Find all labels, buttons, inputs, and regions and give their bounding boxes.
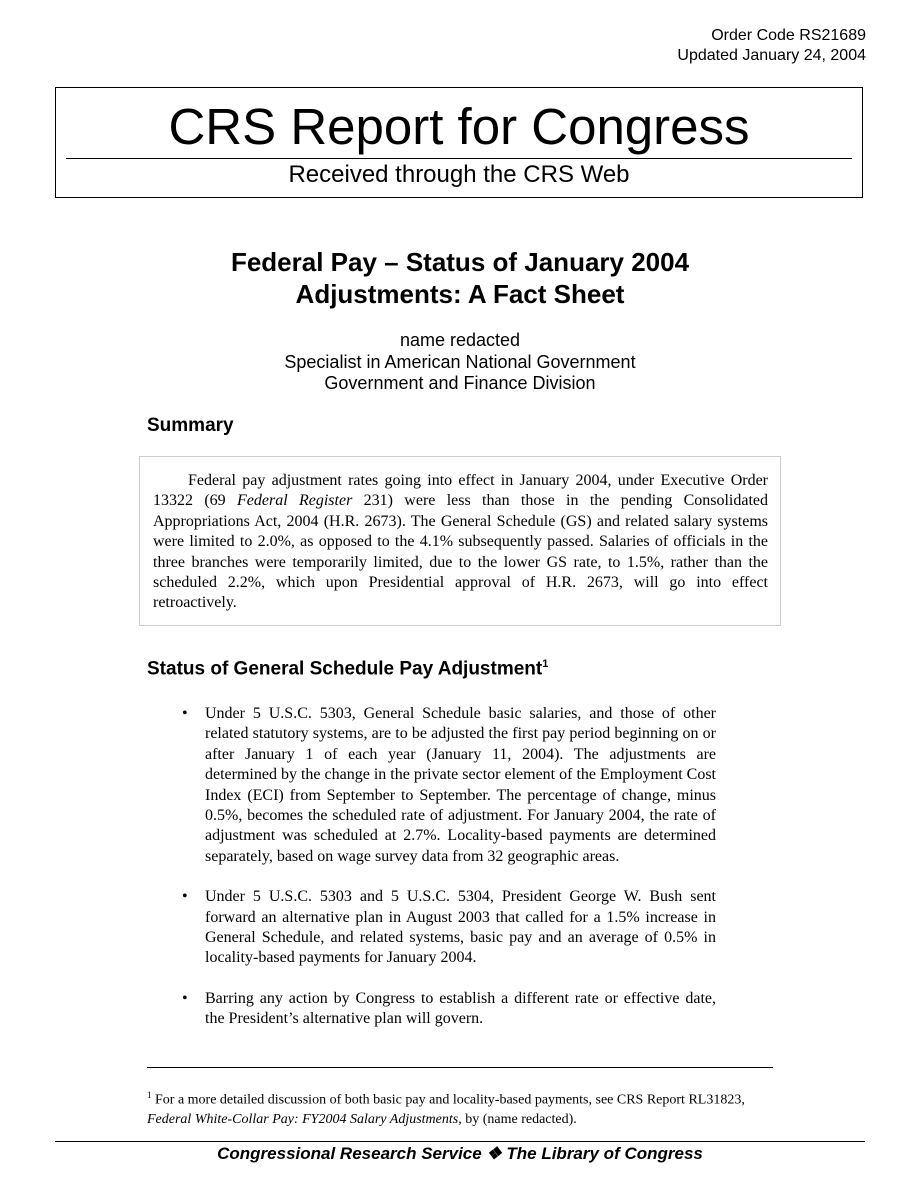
order-code: Order Code RS21689 — [711, 27, 866, 44]
page-footer: Congressional Research Service ❖ The Library of Congress — [217, 1144, 703, 1163]
bullet-list — [180, 704, 716, 1050]
footnote-text-part-1: For a more detailed discussion of both basic pay and locality-based payments, see CRS Report RL31823, — [151, 1092, 745, 1108]
footnote-number: 1 — [147, 1090, 152, 1100]
author-block — [0, 330, 920, 395]
summary-text-part-2: 231) were less than those in the pending Consolidated Appropriations Act, 2004 (H.R. 2673). The General Schedule (GS) and related salary systems were limited to 2.0%, as opposed to the 4.1% subsequently passed. Salaries of officials in the three branches were temporarily limited, due to the lower GS rate, to 1.5%, rather than the scheduled 2.2%, which upon Presidential approval of H.R. 2673, will go into effect retroactively. — [153, 492, 769, 612]
title-line-1: Federal Pay – Status of January 2004 — [230, 247, 690, 277]
bullet-text: Barring any action by Congress to establish a different rate or effective date, the President’s alternative plan will govern. — [205, 989, 716, 1028]
section-heading-text: Status of General Schedule Pay Adjustment — [147, 658, 543, 680]
banner-subtitle: Received through the CRS Web — [288, 161, 630, 188]
banner-title: CRS Report for Congress — [168, 98, 750, 155]
title-line-2: Adjustments: A Fact Sheet — [295, 279, 625, 309]
report-banner — [55, 87, 863, 198]
summary-box — [139, 456, 781, 626]
list-item — [180, 887, 716, 969]
updated-date: Updated January 24, 2004 — [677, 47, 866, 64]
author-name: name redacted — [399, 330, 521, 350]
order-code-block — [677, 26, 866, 66]
bullet-dot-icon: • — [182, 705, 188, 722]
footnote-text-italic: Federal White-Collar Pay: FY2004 Salary Adjustments — [147, 1111, 459, 1127]
footer-divider — [55, 1141, 865, 1142]
summary-heading: Summary — [147, 415, 234, 436]
section-heading — [147, 658, 548, 680]
bullet-text: Under 5 U.S.C. 5303, General Schedule basic salaries, and those of other related statutory systems, are to be adjusted the first pay period beginning on or after January 1 of each year (January 11, 2004). The adjustments are determined by the change in the private sector element of the Employment Cost Index (ECI) from September to September. The percentage of change, minus 0.5%, becomes the scheduled rate of adjustment. For January 2004, the rate of adjustment was scheduled at 2.7%. Locality-based payments are determined separately, based on wage survey data from 32 geographic areas. — [205, 705, 716, 865]
footnote-divider — [147, 1067, 773, 1068]
section-footnote-marker: 1 — [542, 658, 549, 670]
bullet-dot-icon: • — [182, 888, 188, 906]
author-division: Government and Finance Division — [324, 373, 596, 393]
footnote-text-part-2: , by (name redacted). — [458, 1111, 577, 1127]
summary-text — [153, 471, 768, 614]
footnote — [147, 1086, 773, 1129]
list-item — [180, 989, 716, 1030]
summary-text-italic: Federal Register — [237, 492, 353, 510]
author-title: Specialist in American National Government — [284, 351, 636, 372]
bullet-text: Under 5 U.S.C. 5303 and 5 U.S.C. 5304, President George W. Bush sent forward an alternative plan in August 2003 that called for a 1.5% increase in General Schedule, and related systems, basic pay and an average of 0.5% in locality-based payments for January 2004. — [205, 888, 716, 967]
summary-text-part-1: Federal pay adjustment rates going into effect in January 2004, under Executive Order 13322 (69 — [153, 472, 768, 510]
banner-divider — [66, 158, 852, 159]
bullet-dot-icon: • — [182, 989, 188, 1007]
document-title — [0, 246, 920, 310]
list-item — [180, 704, 716, 867]
